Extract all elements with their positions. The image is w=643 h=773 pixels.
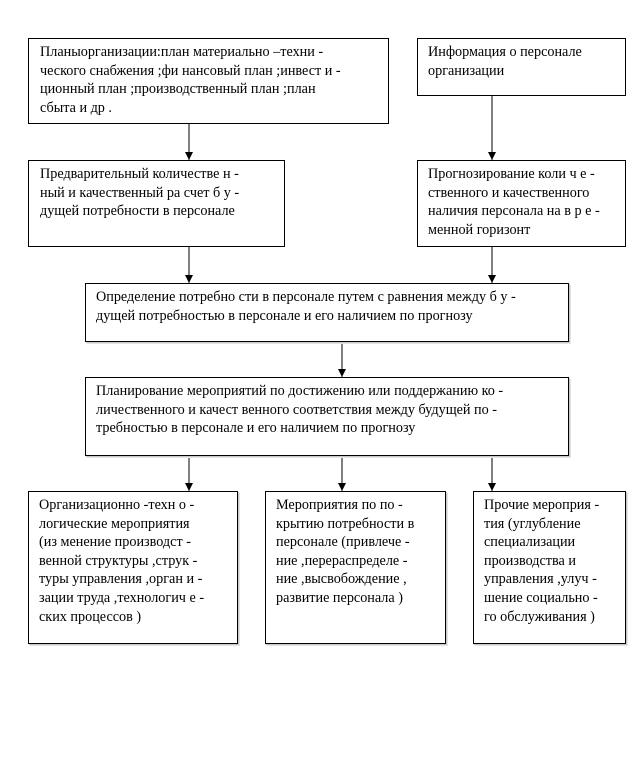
box-organization-plans (28, 38, 389, 124)
box-availability-forecast (417, 160, 626, 247)
box-need-determination (85, 283, 569, 342)
box-organizational-technological-measures-text: Организационно -техн о - логические мероприятия (из менение производст - венной структуры ,струк - туры управления ,орган и - зации труда ,технологич е - ских процессов ) (39, 497, 205, 625)
box-measures-planning-text: Планирование мероприятий по достижению или поддержанию ко - личественного и качест венного соответствия между будущей по - требностью в персонале и его наличием по прогнозу (96, 383, 504, 437)
box-organization-plans-text: Планыорганизации:план материально –техни - ческого снабжения ;фи нансовый план ;инвест и - ционный план ;производственный план ;план сбыта и др . (40, 44, 341, 116)
box-personnel-information (417, 38, 626, 96)
box-need-coverage-measures-text: Мероприятия по по - крытию потребности в персонале (привлече - ние ,перераспределе - ние ,высвобождение , развитие персонала ) (276, 497, 415, 606)
box-preliminary-calculation-text: Предварительный количестве н - ный и качественный ра счет б у - дущей потребности в персонале (40, 166, 240, 220)
box-other-measures-text: Прочие мероприя - тия (углубление специализации производства и управления ,улуч - шение социально - го обслуживания ) (484, 497, 600, 625)
box-need-determination-text: Определение потребно сти в персонале путем с равнения между б у - дущей потребностью в персонале и его наличием по прогнозу (96, 289, 516, 324)
box-availability-forecast-text: Прогнозирование коли ч е - ственного и качественного наличия персонала на в р е - менной горизонт (428, 166, 600, 238)
box-other-measures (473, 491, 626, 644)
box-personnel-information-text: Информация о персонале организации (428, 44, 582, 79)
box-measures-planning (85, 377, 569, 456)
box-preliminary-calculation (28, 160, 285, 247)
box-organizational-technological-measures (28, 491, 238, 644)
box-need-coverage-measures (265, 491, 446, 644)
